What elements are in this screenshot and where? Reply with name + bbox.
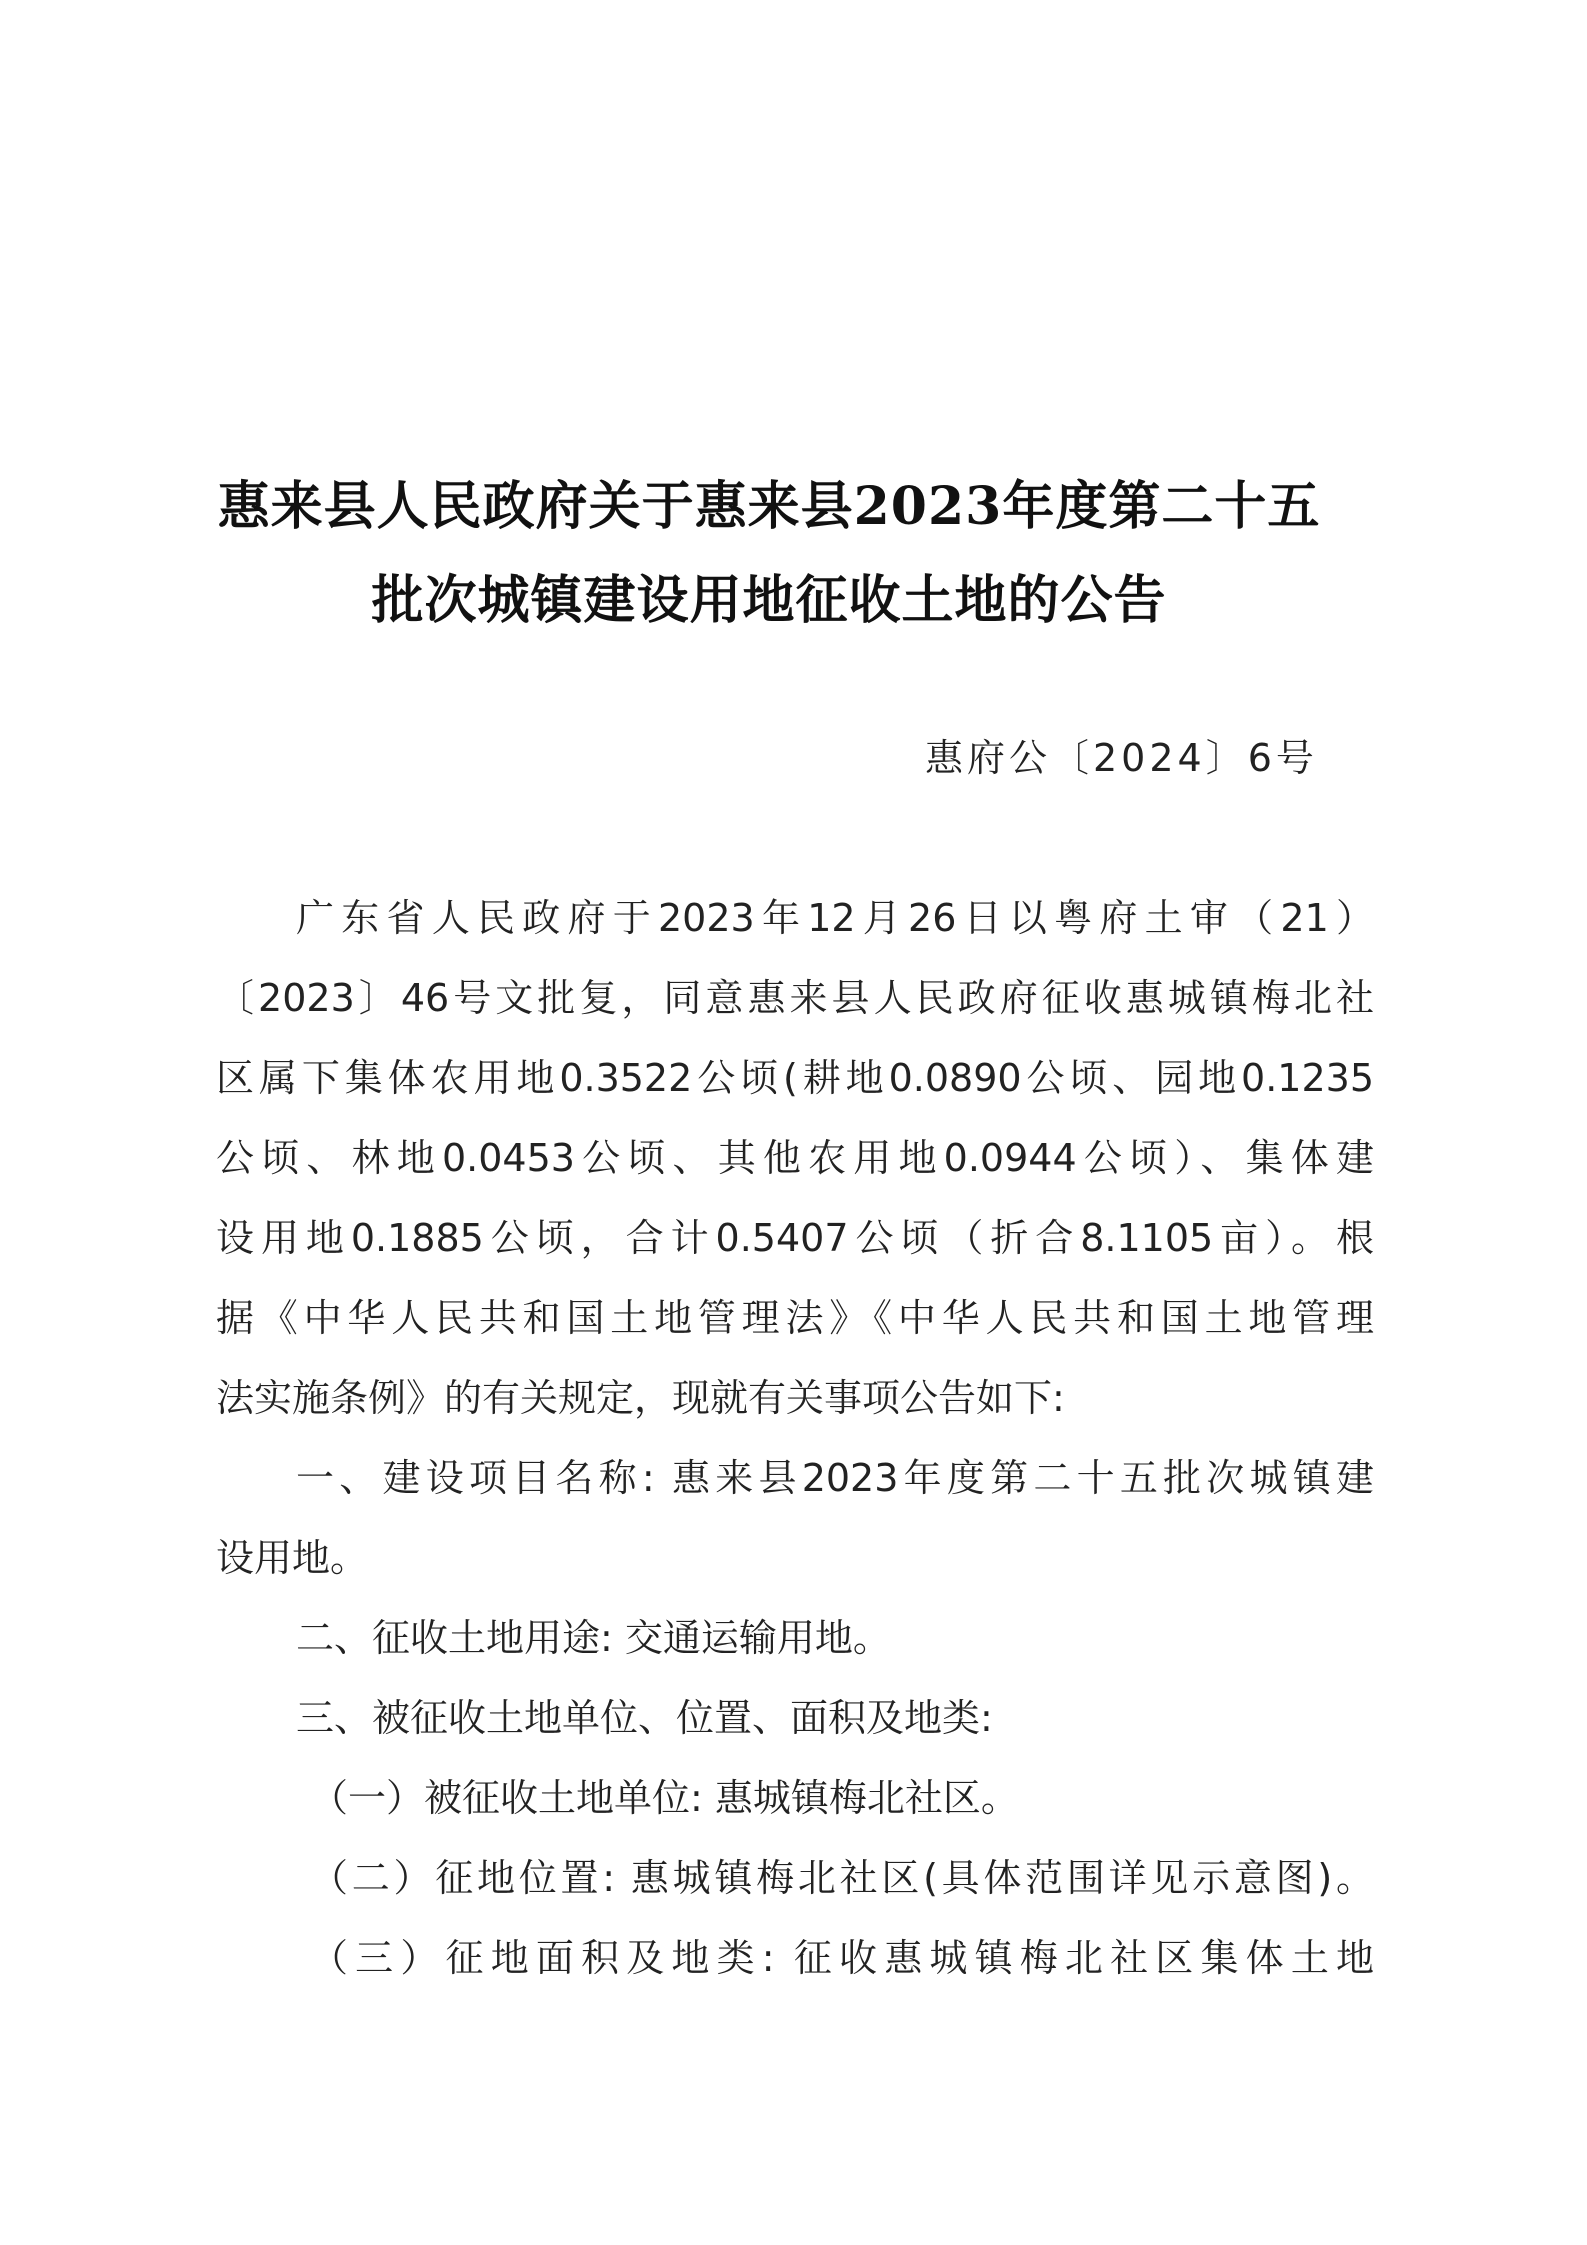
paragraph-line: 区属下集体农用地0.3522公顷(耕地0.0890公顷、园地0.1235: [216, 1056, 1374, 1100]
paragraph-line: 〔2023〕46号文批复，同意惠来县人民政府征收惠城镇梅北社: [216, 976, 1374, 1020]
sub-item-1: （一）被征收土地单位: 惠城镇梅北社区。: [310, 1776, 1019, 1820]
item-2: 二、征收土地用途: 交通运输用地。: [296, 1616, 891, 1660]
paragraph-line: 公顷、林地0.0453公顷、其他农用地0.0944公顷）、集体建: [216, 1136, 1374, 1180]
document-title-line-1: 惠来县人民政府关于惠来县2023年度第二十五: [217, 476, 1321, 537]
paragraph-line: 设用地0.1885公顷，合计0.5407公顷（折合8.1105亩）。根: [216, 1216, 1374, 1260]
paragraph-line: 据《中华人民共和国土地管理法》《中华人民共和国土地管理: [216, 1296, 1374, 1340]
item-1-line: 一、建设项目名称: 惠来县2023年度第二十五批次城镇建: [296, 1456, 1374, 1500]
item-1-line: 设用地。: [216, 1536, 369, 1580]
sub-item-3: （三）征地面积及地类: 征收惠城镇梅北社区集体土地: [310, 1936, 1374, 1980]
paragraph-line: 法实施条例》的有关规定，现就有关事项公告如下:: [216, 1376, 1065, 1420]
paragraph-line: 广东省人民政府于2023年12月26日以粤府土审（21）: [296, 896, 1374, 940]
item-3: 三、被征收土地单位、位置、面积及地类:: [296, 1696, 993, 1740]
sub-item-2: （二）征地位置: 惠城镇梅北社区(具体范围详见示意图)。: [310, 1856, 1374, 1900]
document-title-line-2: 批次城镇建设用地征收土地的公告: [371, 570, 1167, 631]
document-number: 惠府公〔2024〕6号: [925, 736, 1318, 780]
